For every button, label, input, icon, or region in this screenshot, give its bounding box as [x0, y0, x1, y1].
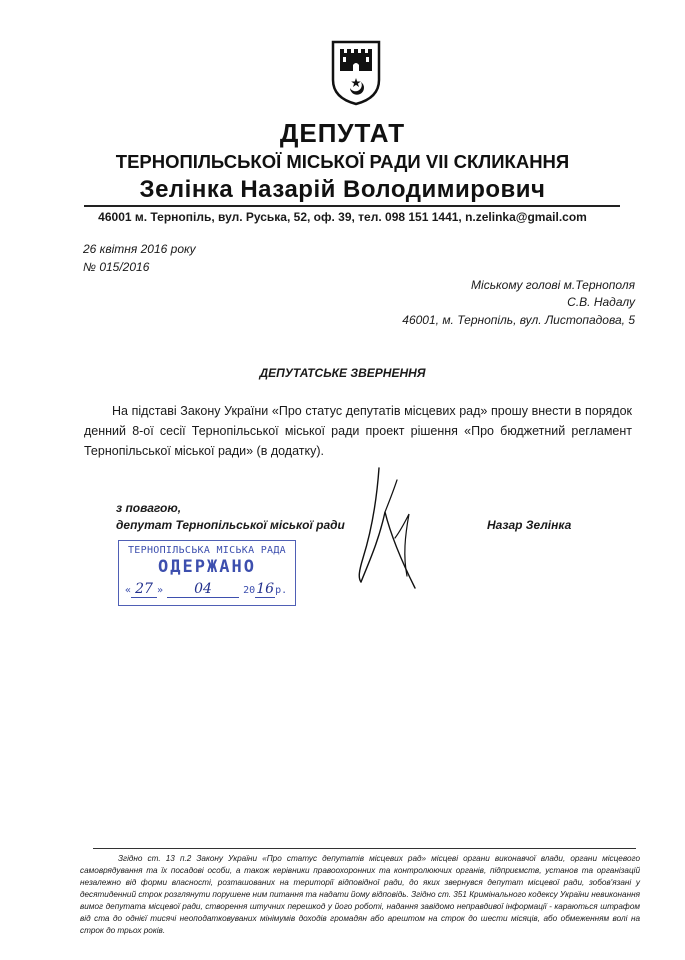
stamp-quote-open: «	[125, 585, 132, 596]
document-title: ДЕПУТАТСЬКЕ ЗВЕРНЕННЯ	[259, 366, 426, 380]
stamp-year: 16	[256, 581, 275, 597]
received-stamp	[118, 540, 296, 606]
stamp-quote-close: »	[157, 585, 164, 596]
document-body: На підставі Закону України «Про статус депутатів місцевих рад» прошу внести в порядок денний 8-ої сесії Тернопільської міської ради проект рішення «Про бюджетний регламент Тернопільської міської ради» (в додатку).	[84, 404, 632, 458]
stamp-month: 04	[167, 581, 239, 598]
stamp-date-line	[125, 581, 291, 598]
stamp-year-suffix: р.	[275, 585, 288, 596]
header-council: ТЕРНОПІЛЬСЬКОЇ МІСЬКОЇ РАДИ VII СКЛИКАННЯ	[115, 151, 570, 172]
header-divider	[84, 205, 620, 207]
signer-position: депутат Тернопільської міської ради	[116, 518, 345, 532]
legal-footnote: Згідно ст. 13 п.2 Закону України «Про статус депутатів місцевих рад» місцеві органи виконавчої влади, органи місцевого самоврядування та їх посадові особи, а також керівники правоохоронних та контролюючих органів, підприємств, установ та організацій незалежно від форми власності, розташованих на території відповідної ради, до яких звернувся депутат місцевої ради, зобов'язані у десятиденний строк розглянути порушене ним питання та надати йому відповідь. Згідно ст. 351 Кримінального кодексу України невиконання вимог депутата місцевої ради, створення штучних перешкод у його роботі, надання завідомо неправдивої інформації - караються штрафом від ста до однієї тисячі неоподатковуваних мінімумів доходів громадян або арештом на строк до шести місяців, або обмеженням волі на строк до трьох років.	[80, 854, 640, 935]
recipient-address: 46001, м. Тернопіль, вул. Листопадова, 5	[402, 313, 635, 327]
header-deputy-name: Зелінка Назарій Володимирович	[139, 176, 546, 203]
recipient-title: Міському голові м.Тернополя	[471, 278, 635, 292]
stamp-day: 27	[131, 581, 157, 598]
stamp-received-label: ОДЕРЖАНО	[158, 557, 256, 577]
coat-of-arms-icon	[331, 40, 381, 106]
handwritten-signature	[355, 466, 425, 596]
document-number: № 015/2016	[83, 260, 150, 274]
signer-name: Назар Зелінка	[487, 518, 572, 532]
stamp-organization: ТЕРНОПІЛЬСЬКА МІСЬКА РАДА	[127, 545, 286, 556]
header-title: ДЕПУТАТ	[279, 118, 406, 148]
document-date: 26 квітня 2016 року	[83, 242, 196, 256]
closing-regards: з повагою,	[116, 501, 182, 515]
footnote-divider	[93, 848, 636, 849]
stamp-year-prefix: 20	[243, 585, 256, 596]
header-address: 46001 м. Тернопіль, вул. Руська, 52, оф. 39, тел. 098 151 1441, n.zelinka@gmail.com	[98, 210, 587, 224]
recipient-name: С.В. Надалу	[567, 295, 635, 309]
